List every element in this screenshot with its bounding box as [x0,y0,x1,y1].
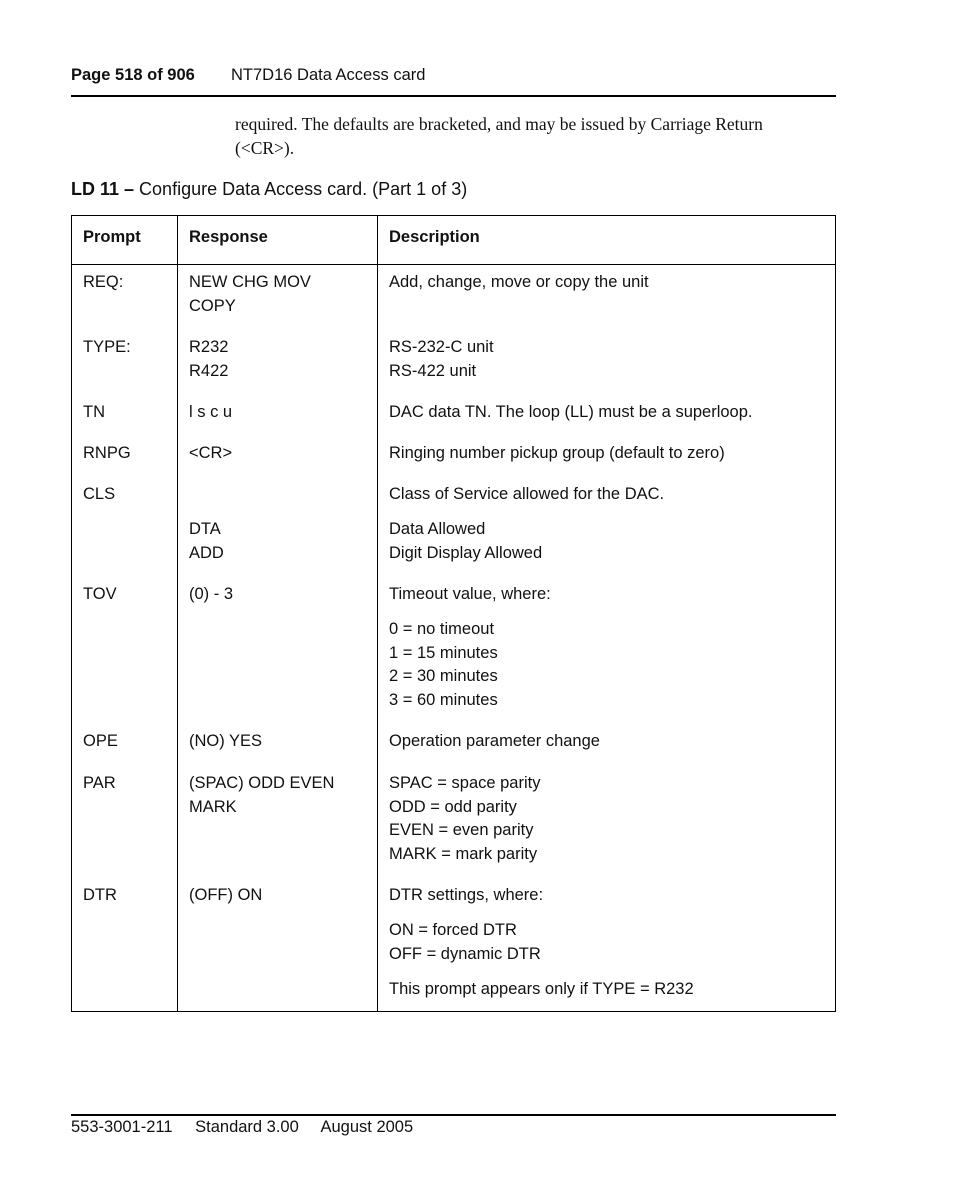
page-number: Page 518 of 906 [71,66,195,84]
description-cell: Data Allowed Digit Display Allowed [389,520,543,562]
response-cell: (SPAC) ODD EVEN MARK [189,774,335,816]
response-cell: R232 R422 [189,338,229,380]
page-header [71,66,836,85]
description-cell: Operation parameter change [389,732,600,750]
table-caption [71,179,467,200]
response-cell: DTA ADD [189,520,224,562]
document-number: 553-3001-211 [71,1118,173,1136]
description-cell: 0 = no timeout 1 = 15 minutes 2 = 30 minutes 3 = 60 minutes [389,620,498,709]
prompt-cell: OPE [83,732,118,750]
document-title: NT7D16 Data Access card [231,66,426,84]
prompt-cell: TN [83,403,105,421]
prompt-cell: CLS [83,485,116,503]
standard-version: Standard 3.00 [195,1118,299,1136]
intro-line-1: required. The defaults are bracketed, and may be issued by Carriage Return [235,114,763,134]
response-cell: l s c u [189,403,233,421]
description-cell: Add, change, move or copy the unit [389,273,649,291]
prompt-cell: TOV [83,585,117,603]
description-cell: RS-232-C unit RS-422 unit [389,338,494,380]
prompt-cell: RNPG [83,444,131,462]
column-divider-1 [177,216,178,1011]
intro-paragraph [235,112,835,160]
footer-divider [71,1114,836,1116]
response-cell: (0) - 3 [189,585,234,603]
response-cell: <CR> [189,444,233,462]
description-cell: SPAC = space parity ODD = odd parity EVEN = even parity MARK = mark parity [389,774,541,863]
column-header-prompt: Prompt [83,228,141,246]
response-cell: (OFF) ON [189,886,263,904]
page-footer [71,1118,431,1137]
prompt-cell: REQ: [83,273,124,291]
prompt-cell: TYPE: [83,338,131,356]
description-cell: ON = forced DTR OFF = dynamic DTR [389,921,541,963]
caption-label: LD 11 – [71,179,135,199]
caption-text: Configure Data Access card. (Part 1 of 3) [134,179,468,199]
config-table [71,215,836,1012]
intro-line-2: (<CR>). [235,138,295,158]
header-divider [71,95,836,97]
header-row-divider [72,264,835,265]
response-cell: (NO) YES [189,732,263,750]
description-cell: Ringing number pickup group (default to zero) [389,444,725,462]
description-cell: Class of Service allowed for the DAC. [389,485,665,503]
column-header-response: Response [189,228,268,246]
description-cell: Timeout value, where: [389,585,551,603]
description-cell: This prompt appears only if TYPE = R232 [389,980,694,998]
response-cell: NEW CHG MOV COPY [189,273,311,315]
column-divider-2 [377,216,378,1011]
prompt-cell: PAR [83,774,116,792]
prompt-cell: DTR [83,886,117,904]
publication-date: August 2005 [320,1118,414,1136]
column-header-description: Description [389,228,480,246]
description-cell: DAC data TN. The loop (LL) must be a superloop. [389,403,753,421]
description-cell: DTR settings, where: [389,886,544,904]
